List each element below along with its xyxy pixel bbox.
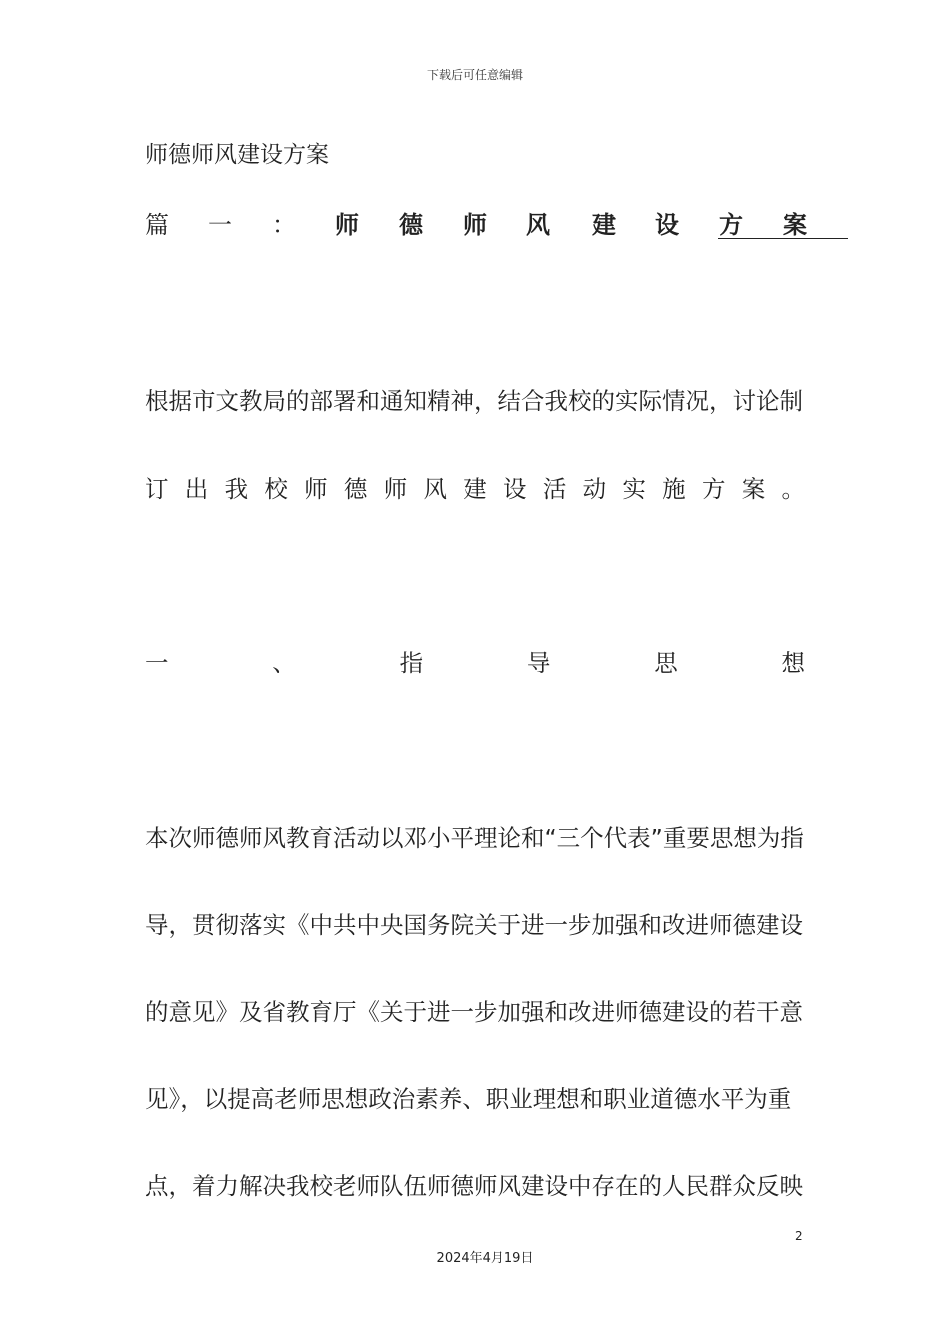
intro-char: 。 — [781, 475, 805, 503]
section-heading-char: 导 — [526, 649, 551, 677]
body-line: 导，贯彻落实《中共中央国务院关于进一步加强和改进师德建设 — [145, 911, 803, 939]
intro-char: 活 — [542, 475, 567, 503]
part-heading-title-char: 建 — [592, 211, 616, 239]
document-title: 师德师风建设方案 — [145, 142, 329, 168]
body-line: 点，着力解决我校老师队伍师德师风建设中存在的人民群众反映 — [145, 1172, 803, 1200]
part-heading-prefix-char: 一 — [208, 211, 232, 239]
intro-char: 订 — [145, 475, 169, 503]
heading-underline — [718, 238, 848, 239]
part-heading-title-char: 设 — [655, 211, 679, 239]
intro-char: 设 — [503, 475, 527, 503]
intro-line: 根据市文教局的部署和通知精神，结合我校的实际情况，讨论制 — [145, 387, 803, 415]
section-heading-char: 一 — [145, 649, 169, 677]
part-heading-title-char: 风 — [526, 211, 550, 239]
intro-char: 出 — [184, 475, 209, 503]
body-line: 见》，以提高老师思想政治素养、职业理想和职业道德水平为重 — [145, 1085, 792, 1113]
intro-char: 德 — [343, 475, 368, 503]
intro-char: 实 — [622, 475, 646, 503]
intro-spaced-line — [145, 470, 805, 504]
intro-char: 施 — [662, 475, 686, 503]
intro-char: 师 — [304, 475, 328, 503]
intro-char: 建 — [463, 475, 487, 503]
part-heading-title-char: 师 — [463, 211, 487, 239]
part-heading-title-char: 案 — [783, 211, 807, 239]
intro-char: 案 — [741, 475, 766, 503]
section-heading-char: 思 — [654, 649, 678, 677]
part-heading-title-char: 德 — [399, 211, 423, 239]
part-heading-prefix-char: ： — [272, 211, 296, 239]
intro-char: 方 — [701, 475, 726, 503]
part-heading — [145, 205, 850, 245]
intro-char: 风 — [423, 475, 447, 503]
footer-date: 2024年4月19日 — [436, 1251, 534, 1266]
part-heading-title-char: 方 — [719, 211, 743, 239]
part-heading-title-char: 师 — [335, 211, 359, 239]
intro-char: 师 — [383, 475, 408, 503]
section-heading-char: 、 — [272, 649, 296, 677]
body-line: 本次师德师风教育活动以邓小平理论和“三个代表”重要思想为指 — [145, 824, 804, 852]
intro-char: 校 — [264, 475, 288, 503]
intro-char: 动 — [582, 475, 607, 503]
section-heading-char: 指 — [399, 649, 424, 677]
body-line: 的意见》及省教育厅《关于进一步加强和改进师德建设的若干意 — [145, 998, 803, 1026]
header-note: 下载后可任意编辑 — [426, 68, 523, 82]
section-heading-char: 想 — [781, 649, 805, 677]
intro-char: 我 — [224, 475, 249, 503]
section-heading — [145, 644, 805, 678]
page-number: 2 — [795, 1229, 803, 1243]
part-heading-prefix-char: 篇 — [145, 211, 169, 239]
